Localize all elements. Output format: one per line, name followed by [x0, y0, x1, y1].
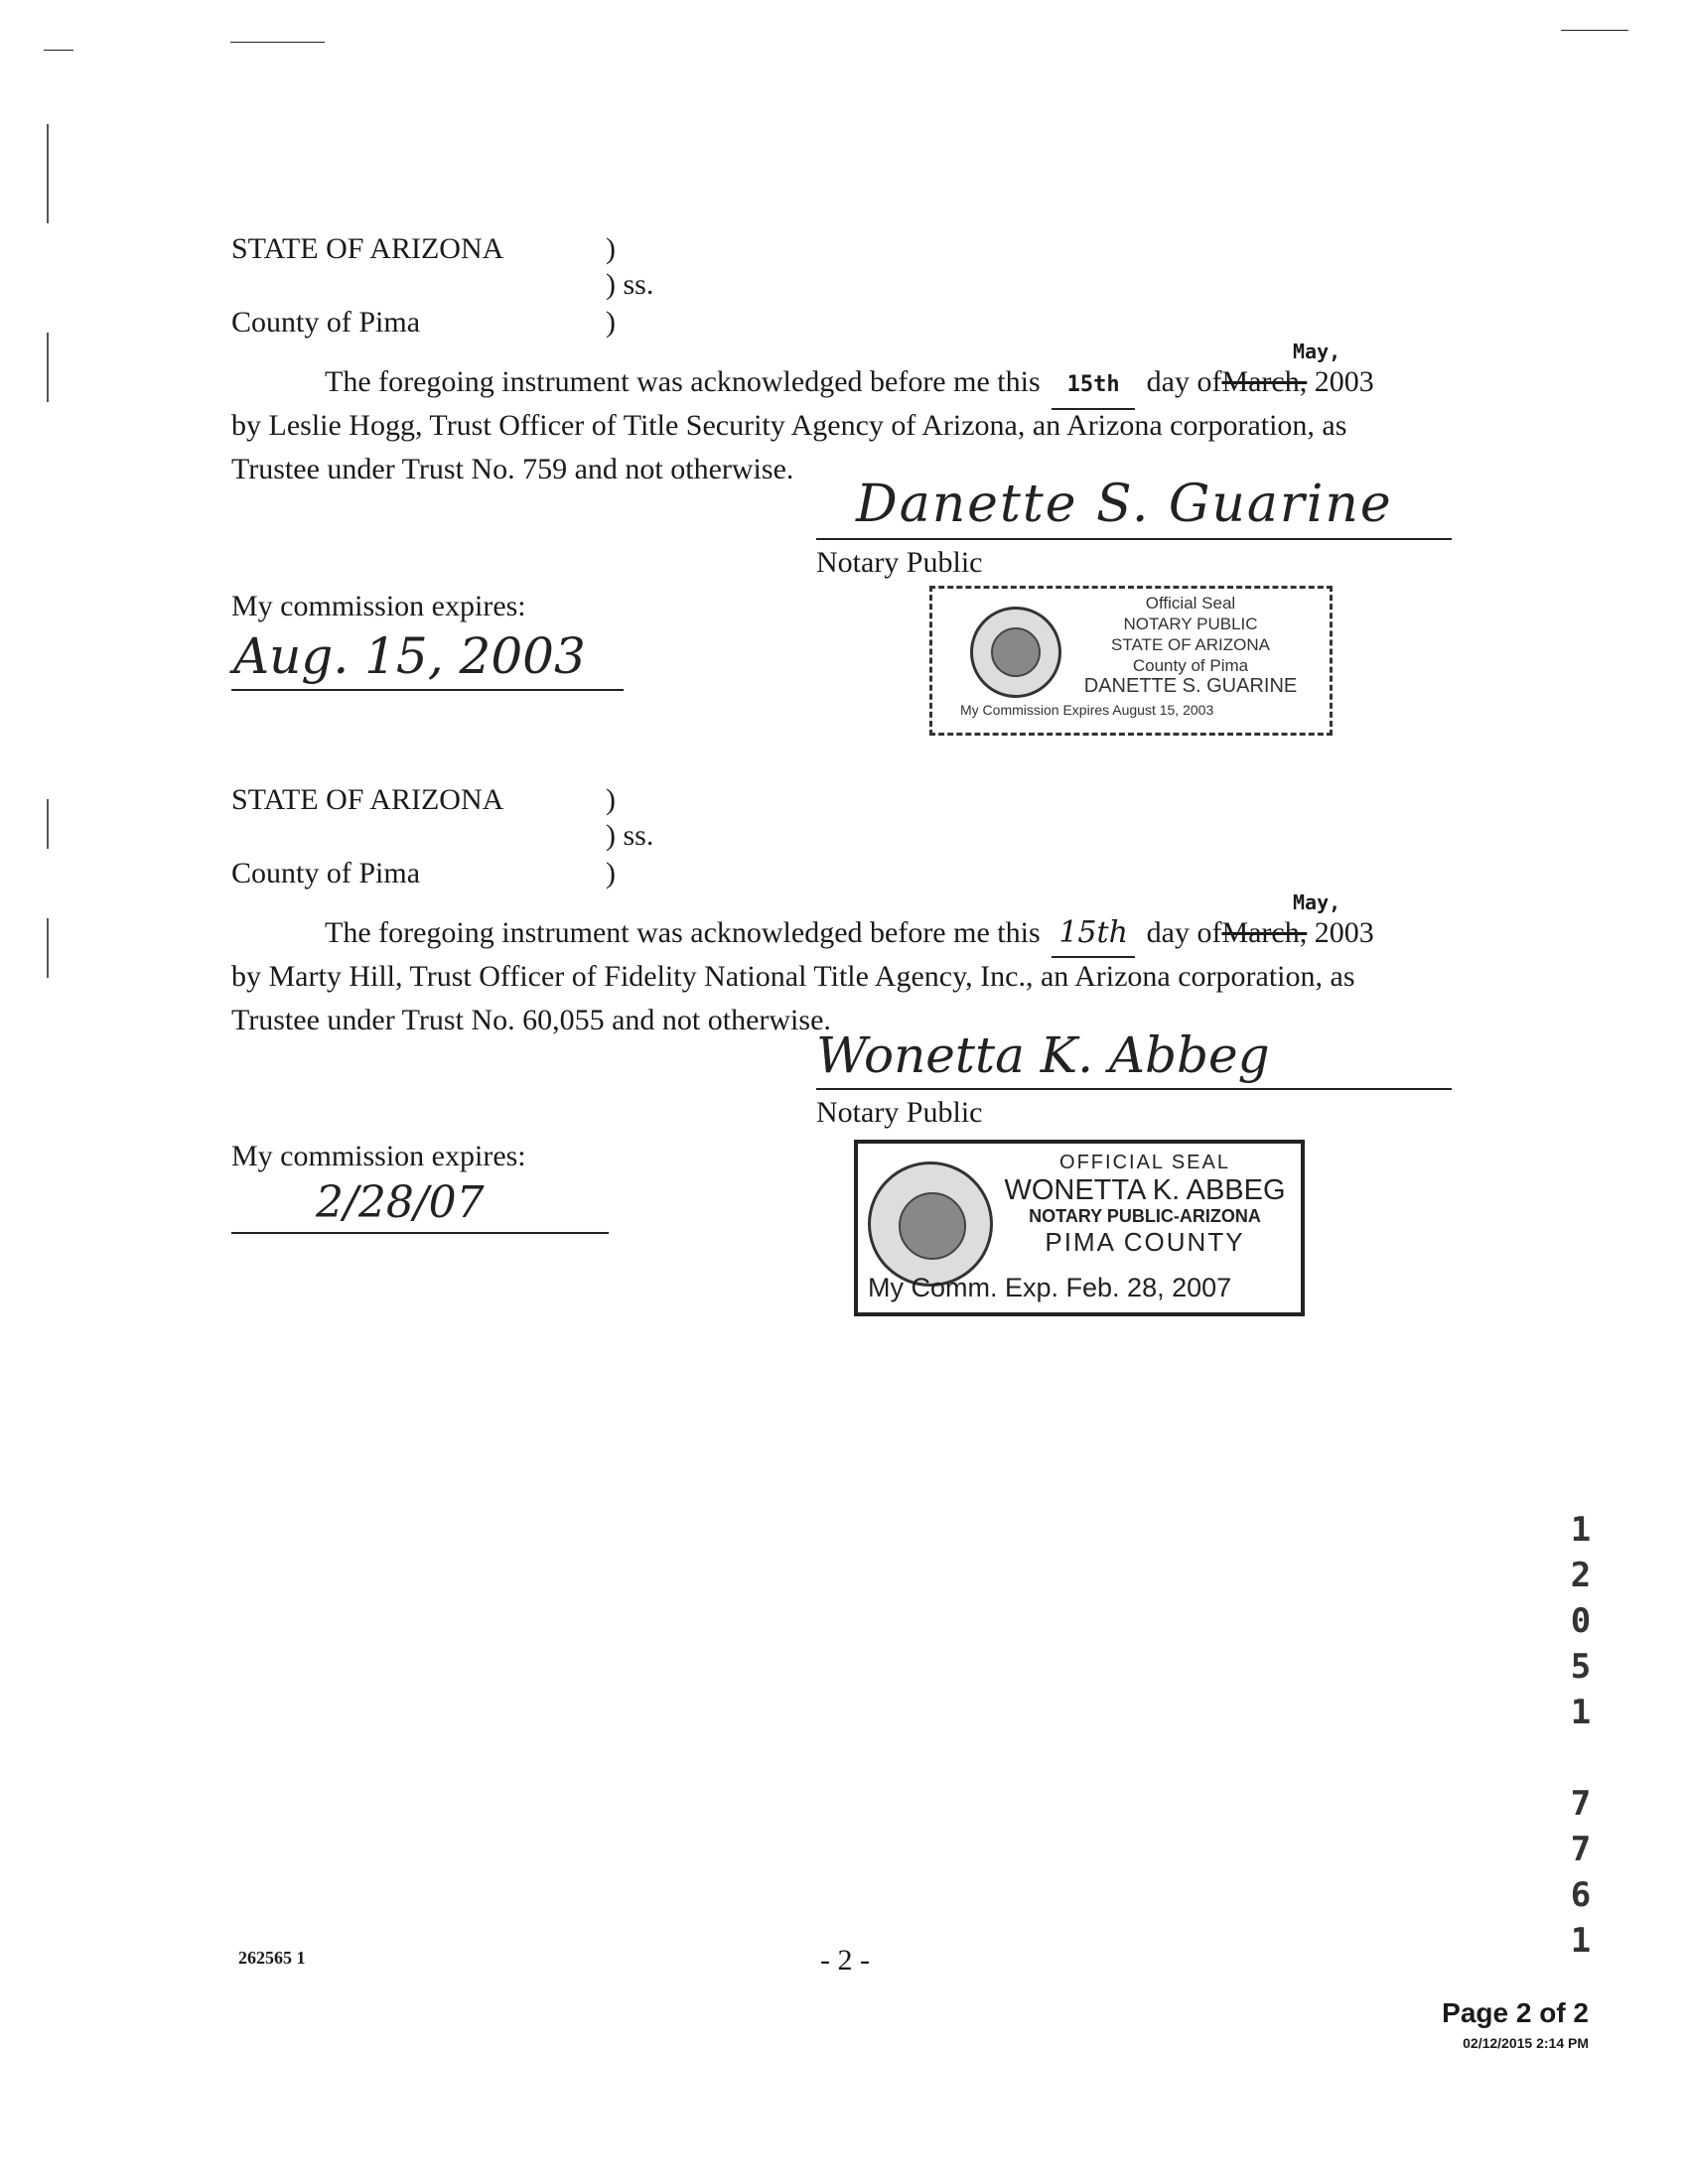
acknowledgment-line-1 [325, 910, 1374, 958]
notary-public-label: Notary Public [816, 1096, 983, 1129]
state-label: STATE OF ARIZONA [231, 783, 504, 816]
page-number: - 2 - [820, 1944, 870, 1977]
state-seal-icon [970, 607, 1061, 698]
inserted-month: May, [1293, 340, 1341, 363]
margin-mark [47, 333, 49, 402]
seal-line: Official Seal [1145, 594, 1236, 613]
commission-label: My commission expires: [231, 1140, 526, 1172]
recording-number [1561, 1507, 1601, 1964]
paren: ) [606, 857, 616, 889]
recording-digit: 7 [1570, 1830, 1592, 1869]
recording-digit: 1 [1570, 1693, 1592, 1732]
margin-mark [47, 124, 49, 223]
scan-mark [230, 42, 325, 43]
acknowledgment-line-3: Trustee under Trust No. 60,055 and not otherwise. [231, 1004, 831, 1036]
seal-expiry: My Commission Expires August 15, 2003 [960, 702, 1214, 718]
day-field: 15th [1052, 910, 1135, 958]
notary-public-label: Notary Public [816, 546, 983, 579]
seal-expiry: My Comm. Exp. Feb. 28, 2007 [868, 1273, 1232, 1302]
county-label: County of Pima [231, 857, 421, 889]
recording-digit: 0 [1570, 1601, 1592, 1641]
margin-mark [47, 799, 49, 849]
notary-seal-stamp [854, 1140, 1305, 1316]
seal-line: OFFICIAL SEAL [1059, 1152, 1230, 1173]
scan-mark [44, 50, 73, 51]
struck-month: March, [1221, 916, 1308, 949]
acknowledgment-line-2: by Leslie Hogg, Trust Officer of Title Security Agency of Arizona, an Arizona corporation, as [231, 409, 1347, 442]
paren: ) [606, 232, 616, 265]
commission-date: Aug. 15, 2003 [233, 627, 586, 685]
ss-label: ) ss. [606, 819, 654, 852]
acknowledgment-line-2: by Marty Hill, Trust Officer of Fidelity National Title Agency, Inc., an Arizona corporation, as [231, 960, 1355, 993]
notary-signature: Danette S. Guarine [856, 475, 1393, 534]
recording-digit: 6 [1570, 1875, 1592, 1915]
seal-line: NOTARY PUBLIC [1123, 614, 1258, 633]
recording-digit: 7 [1570, 1784, 1592, 1824]
commission-line [231, 1232, 609, 1234]
ss-label: ) ss. [606, 268, 654, 301]
state-label: STATE OF ARIZONA [231, 232, 504, 265]
recording-digit: 1 [1570, 1510, 1592, 1550]
text-segment: The foregoing instrument was acknowledged before me this [325, 916, 1041, 949]
text-segment: The foregoing instrument was acknowledged before me this [325, 365, 1041, 398]
print-timestamp: 02/12/2015 2:14 PM [1463, 2035, 1589, 2051]
margin-mark [47, 918, 49, 978]
seal-line: NOTARY PUBLIC-ARIZONA [1029, 1206, 1261, 1226]
recording-digit [1561, 1735, 1601, 1781]
paren: ) [606, 783, 616, 816]
scan-mark [1561, 30, 1628, 31]
notary-signature: Wonetta K. Abbeg [816, 1026, 1270, 1084]
struck-month: March, [1221, 365, 1308, 398]
text-segment: day of [1146, 365, 1222, 398]
paren: ) [606, 306, 616, 339]
inserted-month: May, [1293, 890, 1341, 914]
text-segment: day of [1146, 916, 1222, 949]
recording-digit: 1 [1570, 1921, 1592, 1961]
seal-name: WONETTA K. ABBEG [1004, 1174, 1286, 1206]
recording-digit: 2 [1570, 1556, 1592, 1595]
seal-line: County of Pima [1132, 656, 1249, 675]
document-number: 262565 1 [238, 1948, 306, 1968]
year: 2003 [1314, 916, 1374, 949]
year: 2003 [1314, 365, 1374, 398]
commission-date: 2/28/07 [316, 1177, 485, 1228]
seal-name: DANETTE S. GUARINE [1083, 675, 1298, 697]
commission-label: My commission expires: [231, 590, 526, 622]
recording-digit: 5 [1570, 1647, 1592, 1687]
acknowledgment-line-3: Trustee under Trust No. 759 and not otherwise. [231, 453, 794, 485]
seal-line: STATE OF ARIZONA [1111, 635, 1270, 654]
page-label: Page 2 of 2 [1442, 1997, 1589, 2028]
commission-line [231, 689, 624, 691]
state-seal-icon [868, 1161, 993, 1287]
day-field: 15th [1052, 362, 1135, 410]
seal-line: PIMA COUNTY [1045, 1227, 1245, 1257]
county-label: County of Pima [231, 306, 421, 339]
notary-seal-stamp [929, 586, 1333, 736]
